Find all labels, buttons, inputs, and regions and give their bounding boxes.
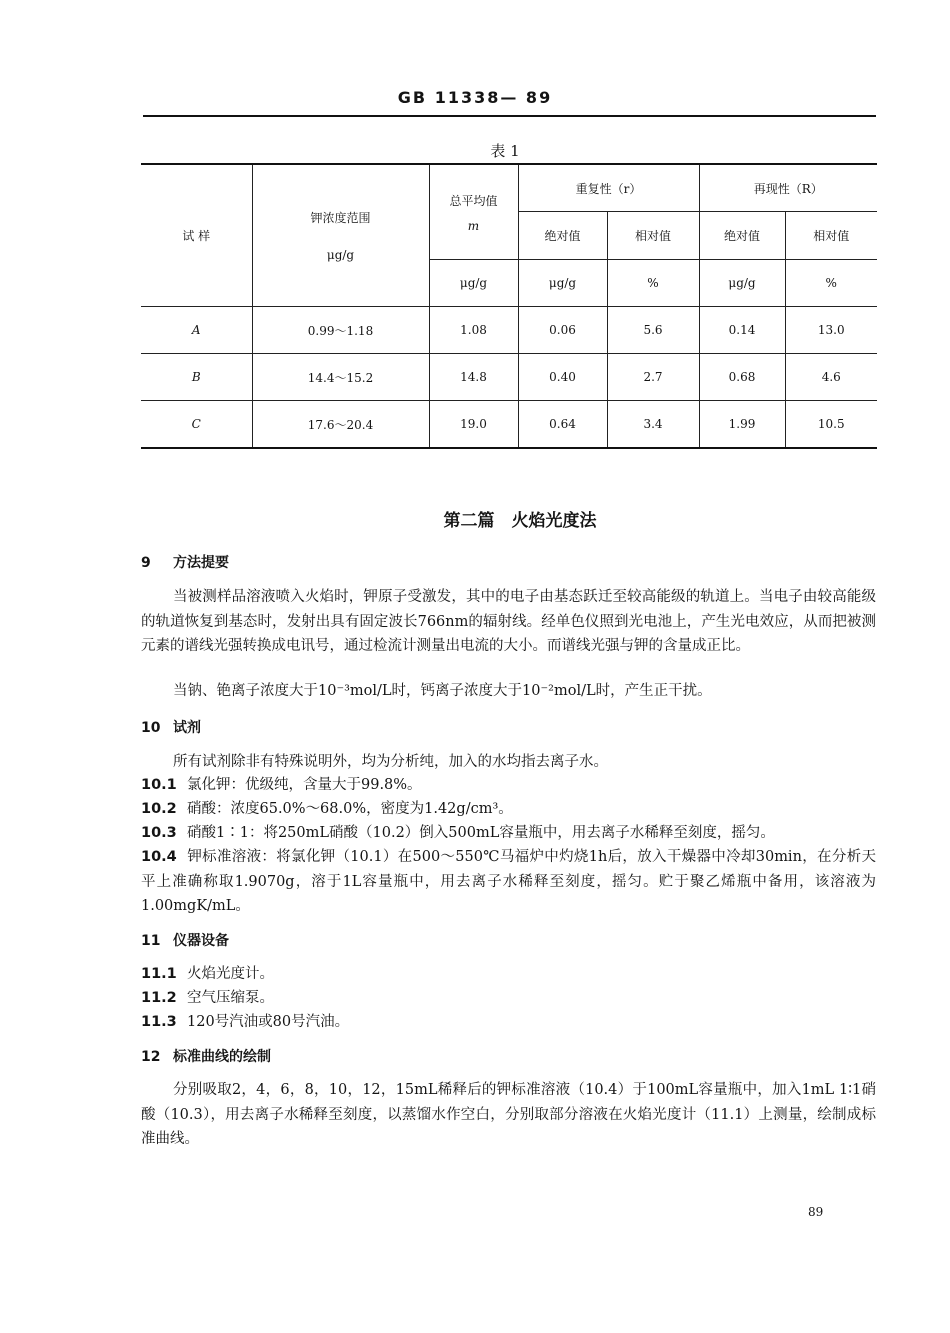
- header-rule: [143, 115, 876, 117]
- section-number: 12: [141, 1049, 161, 1065]
- cell-mean: 14.8: [429, 354, 518, 401]
- section-12-paragraph-1: 分别吸取2，4，6，8，10，12，15mL稀释后的钾标准溶液（10.4）于100mL容量瓶中，加入1mL 1∶1硝酸（10.3），用去离子水稀释至刻度，以蒸馏水作空白，分别取部分溶液在火焰光度计（11.1）上测量，绘制成标准曲线。: [141, 1082, 876, 1147]
- section-9-paragraph-1: 当被测样品溶液喷入火焰时，钾原子受激发，其中的电子由基态跃迁至较高能级的轨道上。当电子由较高能级的轨道恢复到基态时，发射出具有固定波长766nm的辐射线。经单色仪照到光电池上，产生光电效应，从而把被测元素的谱线光强转换成电讯号，通过检流计测量出电流的大小。而谱线光强与钾的含量成正比。: [141, 589, 876, 654]
- cell-repeat-rel: 3.4: [607, 401, 699, 449]
- cell-reprod-abs: 0.14: [699, 307, 785, 354]
- section-number: 10: [141, 720, 161, 736]
- table-row: [141, 354, 877, 401]
- cell-reprod-abs: 1.99: [699, 401, 785, 449]
- list-item: 11.3 120号汽油或80号汽油。: [141, 1014, 350, 1030]
- unit-repeat-rel: %: [607, 260, 699, 307]
- header-mean-label: 总平均值: [449, 193, 498, 208]
- header-repeatability: 重复性（r）: [518, 164, 699, 212]
- unit-repeat-abs: μg/g: [518, 260, 607, 307]
- unit-reprod-rel: %: [785, 260, 877, 307]
- part-title: 第二篇 火焰光度法: [443, 511, 597, 531]
- list-item: 10.3 硝酸1∶1：将250mL硝酸（10.2）倒入500mL容量瓶中，用去离子水稀释至刻度，摇匀。: [141, 825, 775, 841]
- header-range-label: 钾浓度范围: [310, 211, 371, 225]
- standard-header: GB 11338— 89: [397, 88, 553, 107]
- section-number: 9: [141, 555, 151, 571]
- list-item: 10.2 硝酸：浓度65.0%～68.0%，密度为1.42g/cm³。: [141, 801, 513, 817]
- cell-repeat-abs: 0.06: [518, 307, 607, 354]
- section-12-heading: [141, 1046, 271, 1066]
- table-row: [141, 307, 877, 354]
- cell-reprod-rel: 10.5: [785, 401, 877, 449]
- section-title: 试剂: [173, 720, 201, 736]
- header-sample: 试 样: [141, 164, 252, 307]
- section-number: 11: [141, 933, 161, 949]
- list-item: 11.1 火焰光度计。: [141, 966, 274, 982]
- section-title: 标准曲线的绘制: [173, 1049, 271, 1065]
- cell-sample: C: [141, 401, 252, 449]
- cell-repeat-abs: 0.64: [518, 401, 607, 449]
- header-reprod-rel: 相对值: [785, 212, 877, 260]
- header-repeat-abs: 绝对值: [518, 212, 607, 260]
- cell-range: 0.99～1.18: [252, 307, 429, 354]
- header-mean-symbol: m: [467, 218, 480, 233]
- list-item: 10.1 氯化钾：优级纯，含量大于99.8%。: [141, 777, 422, 793]
- cell-repeat-abs: 0.40: [518, 354, 607, 401]
- section-9-paragraph-2: 当钠、铯离子浓度大于10⁻³mol/L时，钙离子浓度大于10⁻²mol/L时，产生正干扰。: [173, 683, 712, 699]
- cell-range: 14.4～15.2: [252, 354, 429, 401]
- cell-reprod-rel: 4.6: [785, 354, 877, 401]
- section-11-heading: [141, 930, 229, 950]
- section-10-intro: 所有试剂除非有特殊说明外，均为分析纯，加入的水均指去离子水。: [173, 754, 608, 770]
- header-reproducibility: 再现性（R）: [699, 164, 877, 212]
- cell-mean: 1.08: [429, 307, 518, 354]
- section-10-heading: [141, 717, 201, 737]
- cell-mean: 19.0: [429, 401, 518, 449]
- cell-repeat-rel: 5.6: [607, 307, 699, 354]
- cell-repeat-rel: 2.7: [607, 354, 699, 401]
- list-item: 11.2 空气压缩泵。: [141, 990, 274, 1006]
- header-reprod-abs: 绝对值: [699, 212, 785, 260]
- cell-reprod-abs: 0.68: [699, 354, 785, 401]
- table-caption: 表 1: [490, 142, 520, 160]
- list-item: 10.4 钾标准溶液：将氯化钾（10.1）在500～550℃马福炉中灼烧1h后，放入干燥器中冷却30min，在分析天平上准确称取1.9070g，溶于1L容量瓶中，用去离子水稀释至刻度，摇匀。贮于聚乙烯瓶中备用，该溶液为1.00mgK/mL。: [141, 849, 876, 914]
- cell-sample: B: [141, 354, 252, 401]
- table-row: [141, 401, 877, 449]
- header-mean: [429, 164, 518, 260]
- cell-reprod-rel: 13.0: [785, 307, 877, 354]
- unit-reprod-abs: μg/g: [699, 260, 785, 307]
- page-number: 89: [808, 1205, 824, 1219]
- section-9-heading: [141, 552, 229, 572]
- precision-table: [141, 163, 877, 449]
- header-repeat-rel: 相对值: [607, 212, 699, 260]
- header-range: [252, 164, 429, 307]
- cell-sample: A: [141, 307, 252, 354]
- cell-range: 17.6～20.4: [252, 401, 429, 449]
- section-title: 仪器设备: [173, 933, 229, 949]
- unit-mean: μg/g: [429, 260, 518, 307]
- section-title: 方法提要: [173, 555, 229, 571]
- header-range-unit: μg/g: [326, 248, 355, 262]
